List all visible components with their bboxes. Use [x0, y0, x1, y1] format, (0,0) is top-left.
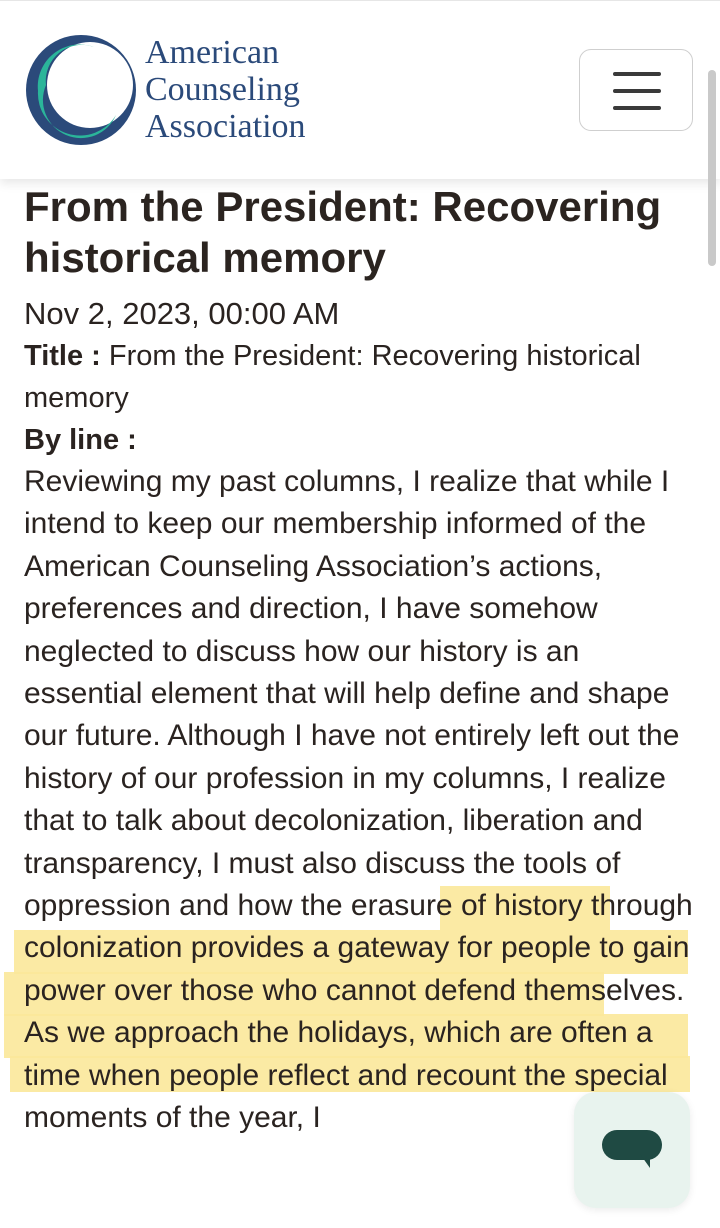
page-scrollbar[interactable]	[708, 70, 716, 266]
title-value: From the President: Recovering historical memory	[24, 340, 641, 414]
menu-button[interactable]	[579, 49, 693, 131]
article-headline: From the President: Recovering historical memory	[24, 183, 662, 281]
aca-logo-icon[interactable]	[24, 33, 138, 147]
chat-bubble-icon	[602, 1130, 662, 1160]
body-text-continued: As we approach the holidays, which are often a time when people reflect and recount the special moments of the year, I	[24, 1016, 668, 1135]
title-row	[24, 335, 694, 419]
highlighted-passage: I must also discuss the tools of oppression and how the erasure of history through colonization provides a gateway for people to gain power over those who cannot defend themselves.	[24, 846, 693, 1007]
article	[24, 178, 694, 1140]
hamburger-menu-icon	[613, 72, 661, 76]
hamburger-menu-icon	[613, 89, 661, 93]
byline-row	[24, 419, 694, 461]
logo-line-1: American	[145, 34, 280, 71]
body-text: Reviewing my past columns, I realize that while I intend to keep our membership informed of the American Counseling Association’s actions, preferences and direction, I have somehow neglected to discuss how our history is an essential element that will help define and shape our future. Although I have not entirely left out the history of our profession in my columns, I realize that to talk about decolonization, liberation and transparency,	[24, 465, 680, 880]
logo-line-3: Association	[145, 108, 306, 145]
logo-line-2: Counseling	[145, 71, 300, 108]
byline-label: By line :	[24, 424, 137, 456]
chat-button[interactable]	[574, 1092, 690, 1208]
chat-bubble-tail	[640, 1154, 650, 1168]
article-date: Nov 2, 2023, 00:00 AM	[24, 296, 340, 331]
title-label: Title :	[24, 340, 101, 372]
article-body	[24, 461, 694, 1140]
hamburger-menu-icon	[613, 106, 661, 110]
logo-wordmark[interactable]	[145, 34, 306, 145]
site-header	[0, 0, 720, 179]
